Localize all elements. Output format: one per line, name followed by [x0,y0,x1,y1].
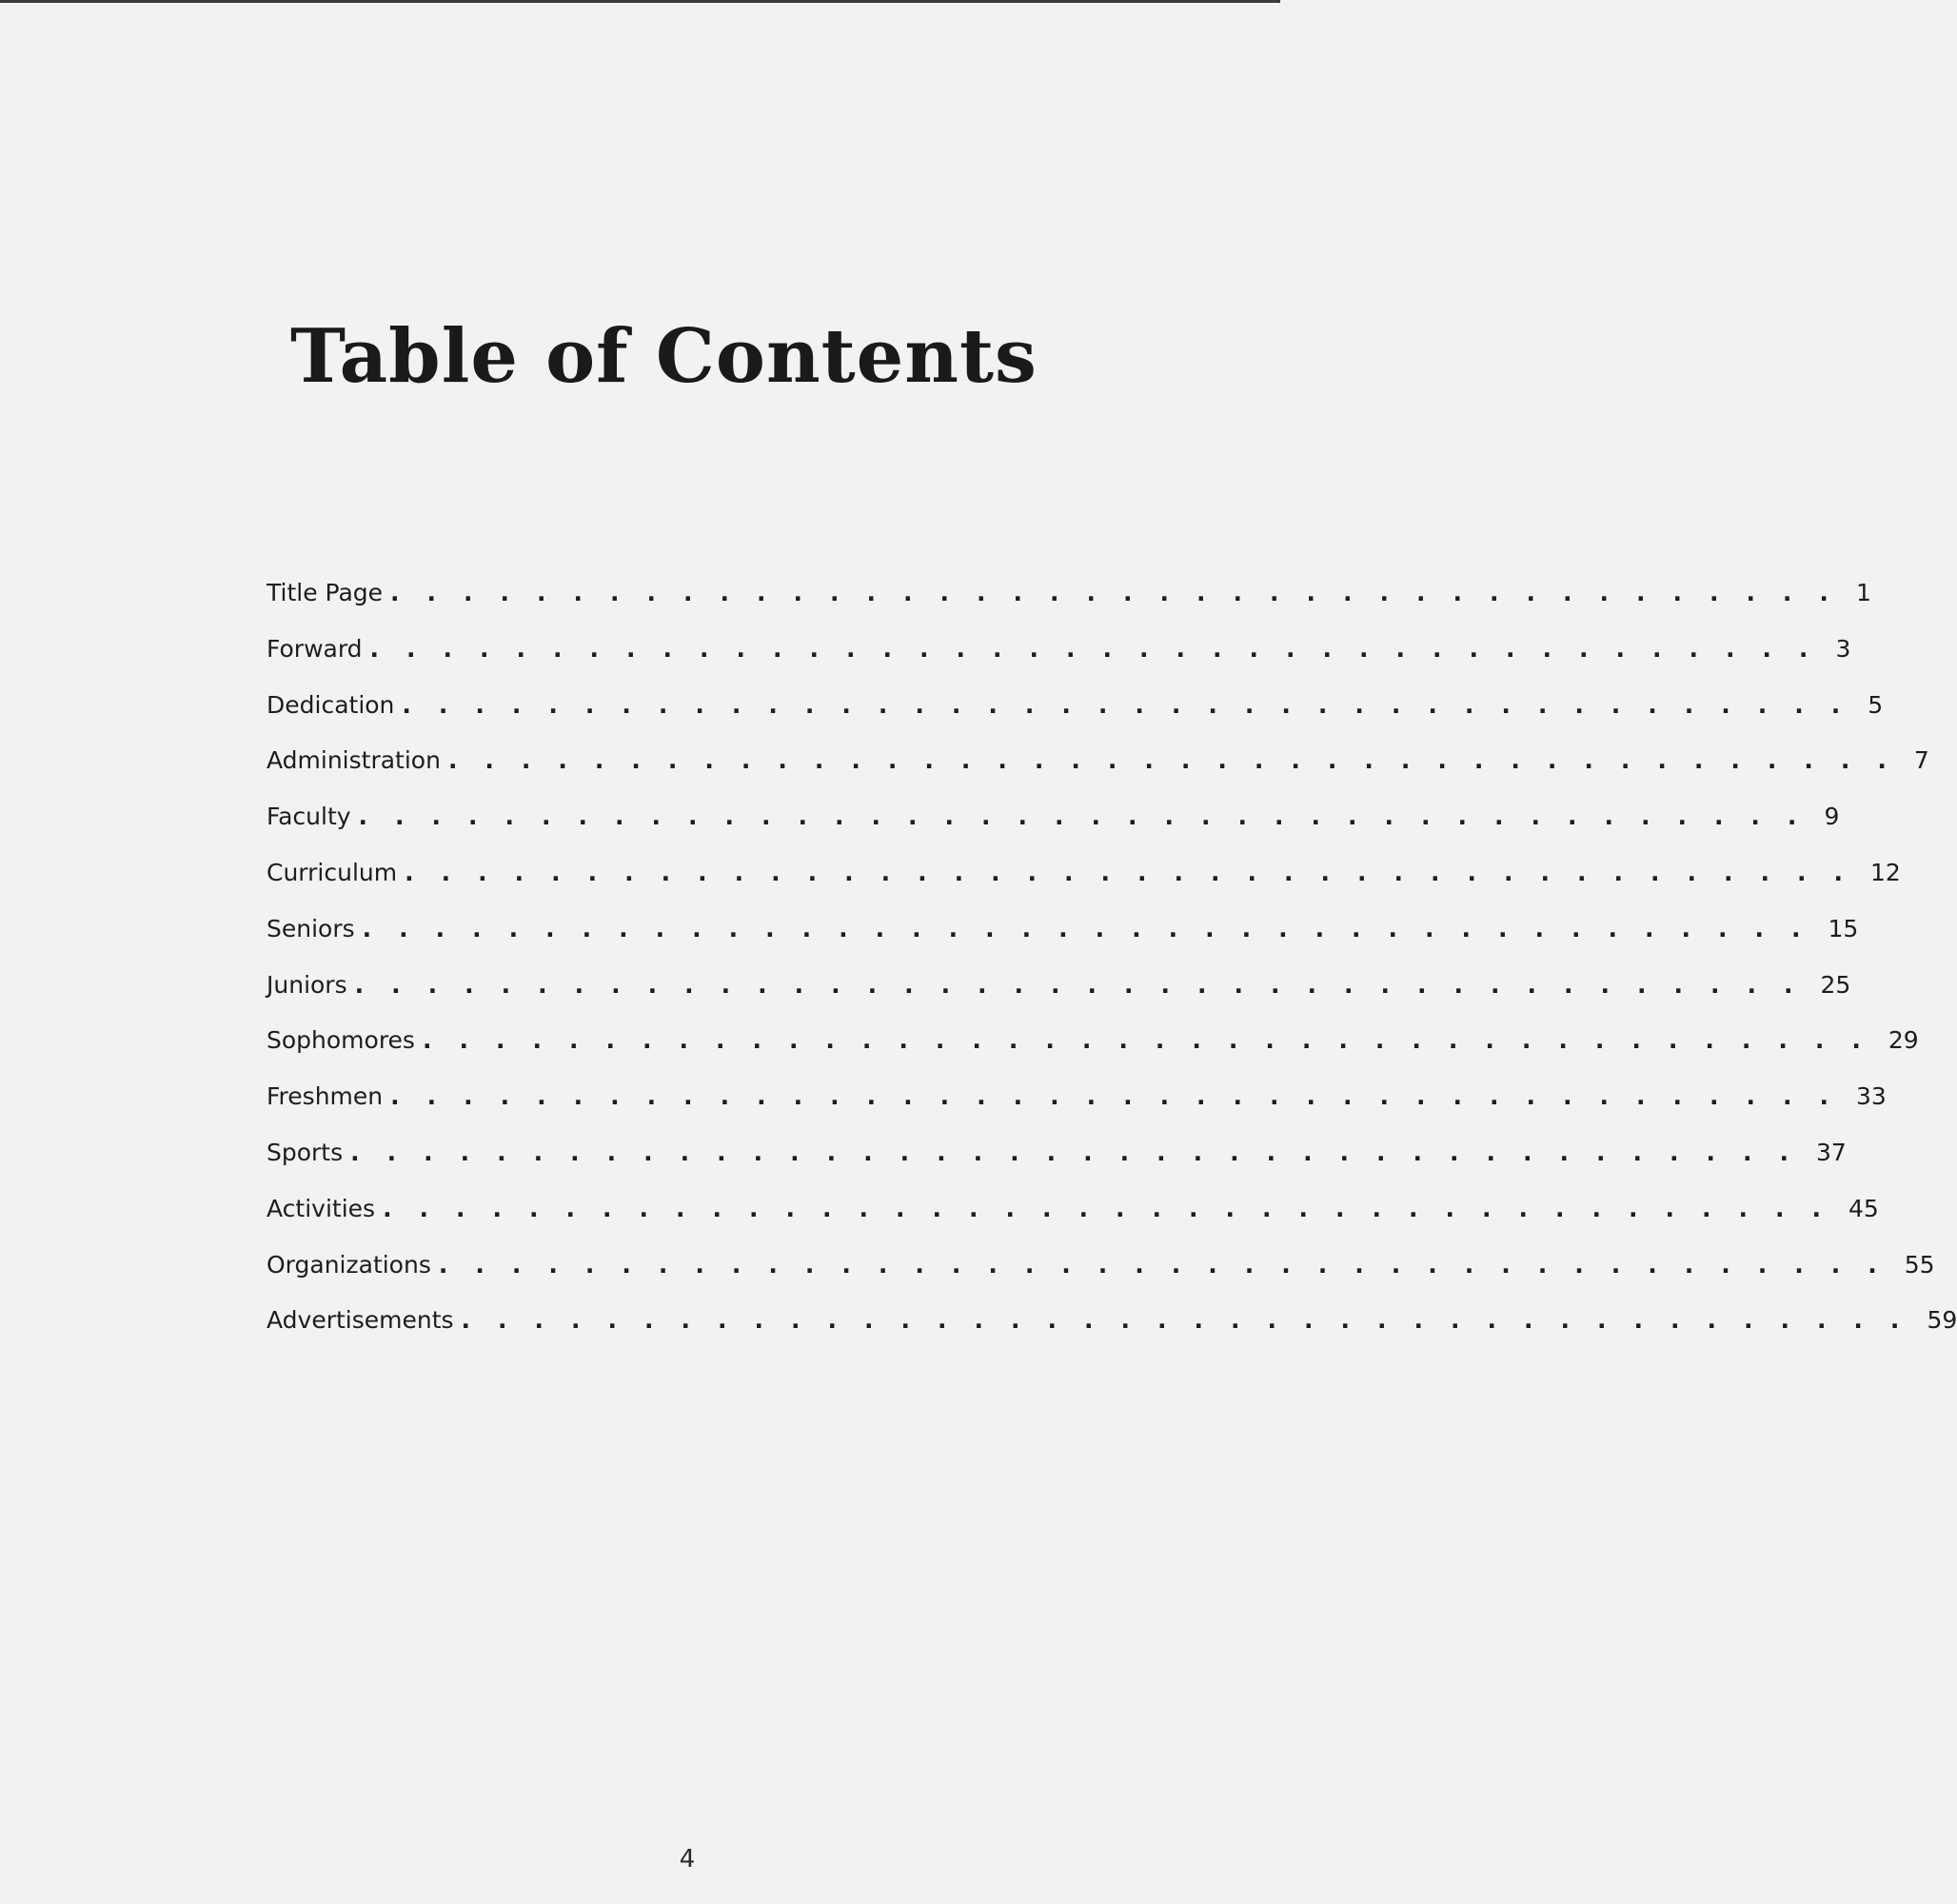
toc-entry-page: 15 [1828,914,1859,942]
toc-entry-page: 7 [1913,746,1929,775]
toc-entry-page: 12 [1870,858,1901,886]
toc-entry-page: 29 [1888,1026,1919,1055]
toc-entry-page: 9 [1824,803,1840,831]
toc-entry-label: Sports [267,1138,344,1166]
toc-entry-label: Organizations [267,1250,431,1279]
toc-entry-label: Curriculum [267,858,398,886]
toc-entry-activities [267,1185,1879,1241]
toc-entry-juniors [267,962,1851,1018]
toc-dot-leader: ........................................ [422,1026,1888,1055]
toc-entry-sports [267,1129,1847,1185]
toc-dot-leader: ........................................ [350,1138,1817,1166]
toc-entry-freshmen [267,1073,1887,1129]
toc-dot-leader: ........................................ [362,914,1829,942]
toc-dot-leader: ........................................ [447,746,1914,775]
toc-entry-page: 55 [1904,1250,1935,1279]
toc-dot-leader: ........................................ [390,1082,1857,1111]
toc-entry-label: Freshmen [267,1082,384,1111]
toc-entry-label: Sophomores [267,1026,415,1055]
toc-dot-leader: ........................................ [383,1194,1848,1222]
toc-entry-page: 1 [1855,579,1871,606]
toc-entry-dedication [267,682,1884,738]
toc-entry-label: Juniors [267,970,347,999]
page-number: 4 [679,1845,696,1874]
toc-entry-seniors [267,905,1859,962]
table-of-contents [267,569,1957,1353]
page-top-edge [0,0,1280,3]
toc-entry-label: Activities [267,1194,376,1222]
toc-entry-page: 45 [1848,1194,1879,1222]
page-title: Table of Contents [290,313,1038,400]
toc-entry-label: Advertisements [267,1306,454,1335]
toc-entry-page: 33 [1856,1082,1887,1111]
toc-dot-leader: ........................................ [402,690,1868,719]
toc-entry-organizations [267,1241,1935,1298]
toc-dot-leader: ........................................ [358,803,1825,831]
toc-dot-leader: ........................................ [461,1306,1927,1335]
toc-dot-leader: ........................................ [369,634,1836,663]
toc-entry-page: 37 [1816,1138,1847,1166]
toc-entry-label: Administration [267,746,441,775]
toc-entry-page: 5 [1868,690,1884,719]
toc-entry-page: 3 [1835,634,1851,663]
toc-dot-leader: ........................................ [405,858,1870,886]
toc-entry-faculty [267,793,1840,849]
toc-dot-leader: ........................................ [438,1250,1905,1279]
toc-entry-label: Dedication [267,690,395,719]
toc-entry-label: Title Page [267,579,384,606]
toc-entry-label: Seniors [267,914,355,942]
toc-entry-administration [267,737,1929,793]
toc-entry-advertisements [267,1297,1957,1353]
toc-entry-forward [267,625,1851,682]
toc-entry-page: 59 [1927,1306,1957,1335]
toc-entry-curriculum [267,849,1901,905]
toc-entry-page: 25 [1820,970,1851,999]
toc-dot-leader: ........................................ [354,970,1821,999]
toc-entry-label: Faculty [267,803,351,831]
toc-entry-sophomores [267,1017,1919,1073]
toc-entry-label: Forward [267,634,363,663]
toc-dot-leader: ........................................ [390,579,1856,606]
toc-entry-title-page [267,569,1871,625]
